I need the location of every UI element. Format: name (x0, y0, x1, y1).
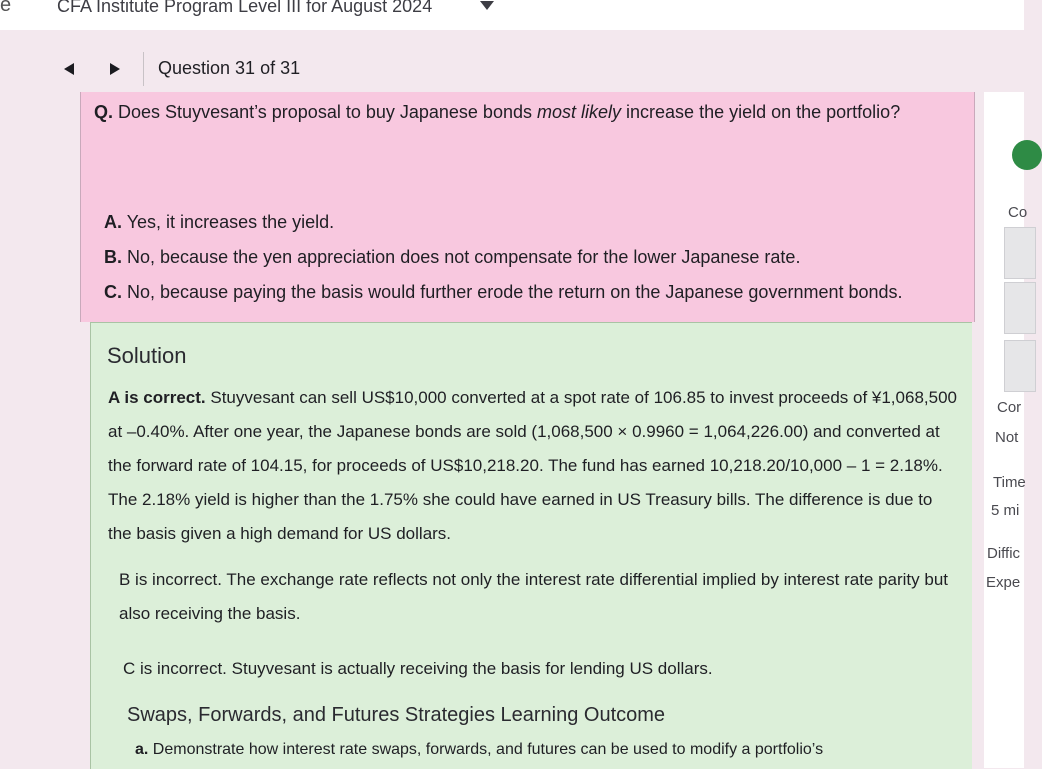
side-label: 5 mi (991, 502, 1020, 519)
option-b[interactable] (104, 247, 800, 268)
solution-c-paragraph: C is incorrect. Stuyvesant is actually receiving the basis for lending US dollars. (123, 659, 713, 678)
question-text-after: increase the yield on the portfolio? (626, 102, 901, 122)
option-text: Yes, it increases the yield. (126, 212, 335, 232)
side-label: Not (995, 429, 1019, 446)
solution-b-paragraph: B is incorrect. The exchange rate reflects not only the interest rate differential implied by interest rate parity but also receiving the basis. (119, 570, 949, 623)
question-counter: Question 31 of 31 (158, 58, 301, 78)
option-letter: C. (104, 282, 122, 302)
side-label: Co (1008, 204, 1028, 221)
side-box[interactable] (1004, 340, 1036, 392)
side-label: Diffic (987, 545, 1021, 562)
correct-explanation: Stuyvesant can sell US$10,000 converted at a spot rate of 106.85 to invest proceeds of ¥1,068,500 at –0.40%. After one year, the Japanese bonds are sold (1,068,500 × 0.9960 = 1,064,226.00) and converted at the forward rate of 104.15, for proceeds of US$10,218.20. The fund has earned 10,218.20/10,000 – 1 = 2.18%. The 2.18% yield is higher than the 1.75% she could have earned in US Treasury bills. The difference is due to the basis given a high demand for US dollars. (108, 388, 957, 543)
solution-heading: Solution (107, 343, 187, 368)
side-label: Cor (997, 399, 1022, 416)
option-letter: B. (104, 247, 122, 267)
question-text (94, 94, 954, 131)
option-c[interactable] (104, 282, 903, 303)
option-text: No, because the yen appreciation does not compensate for the lower Japanese rate. (127, 247, 801, 267)
question-text-before: Does Stuyvesant’s proposal to buy Japanese bonds (118, 102, 532, 122)
question-panel (80, 92, 975, 322)
option-text: No, because paying the basis would further erode the return on the Japanese government bonds. (127, 282, 903, 302)
corner-glyph: e (0, 0, 12, 16)
outcome-letter: a. (135, 741, 149, 758)
option-letter: A. (104, 212, 122, 232)
top-bar (0, 0, 1024, 30)
nav-divider (143, 52, 144, 86)
side-label: Time (993, 474, 1026, 491)
question-prefix: Q. (94, 102, 114, 122)
app-title[interactable]: CFA Institute Program Level III for August 2024 (57, 0, 433, 16)
question-nav (0, 48, 1024, 92)
arrow-right-icon[interactable] (110, 63, 120, 75)
question-emphasis: most likely (537, 102, 622, 122)
side-box[interactable] (1004, 282, 1036, 334)
arrow-left-icon[interactable] (64, 63, 74, 75)
side-box[interactable] (1004, 227, 1036, 279)
caret-down-icon[interactable] (480, 1, 494, 10)
solution-panel (90, 322, 972, 769)
correct-label: A is correct. (108, 388, 206, 407)
option-a[interactable] (104, 212, 334, 233)
learning-outcome-heading: Swaps, Forwards, and Futures Strategies Learning Outcome (127, 704, 666, 726)
solution-correct-paragraph (108, 381, 958, 551)
outcome-text: Demonstrate how interest rate swaps, forwards, and futures can be used to modify a portfolio’s (152, 741, 824, 758)
learning-outcome-item (135, 741, 965, 759)
right-side-panel (984, 92, 1028, 768)
side-label: Expe (986, 574, 1021, 591)
status-dot[interactable] (1012, 140, 1042, 170)
